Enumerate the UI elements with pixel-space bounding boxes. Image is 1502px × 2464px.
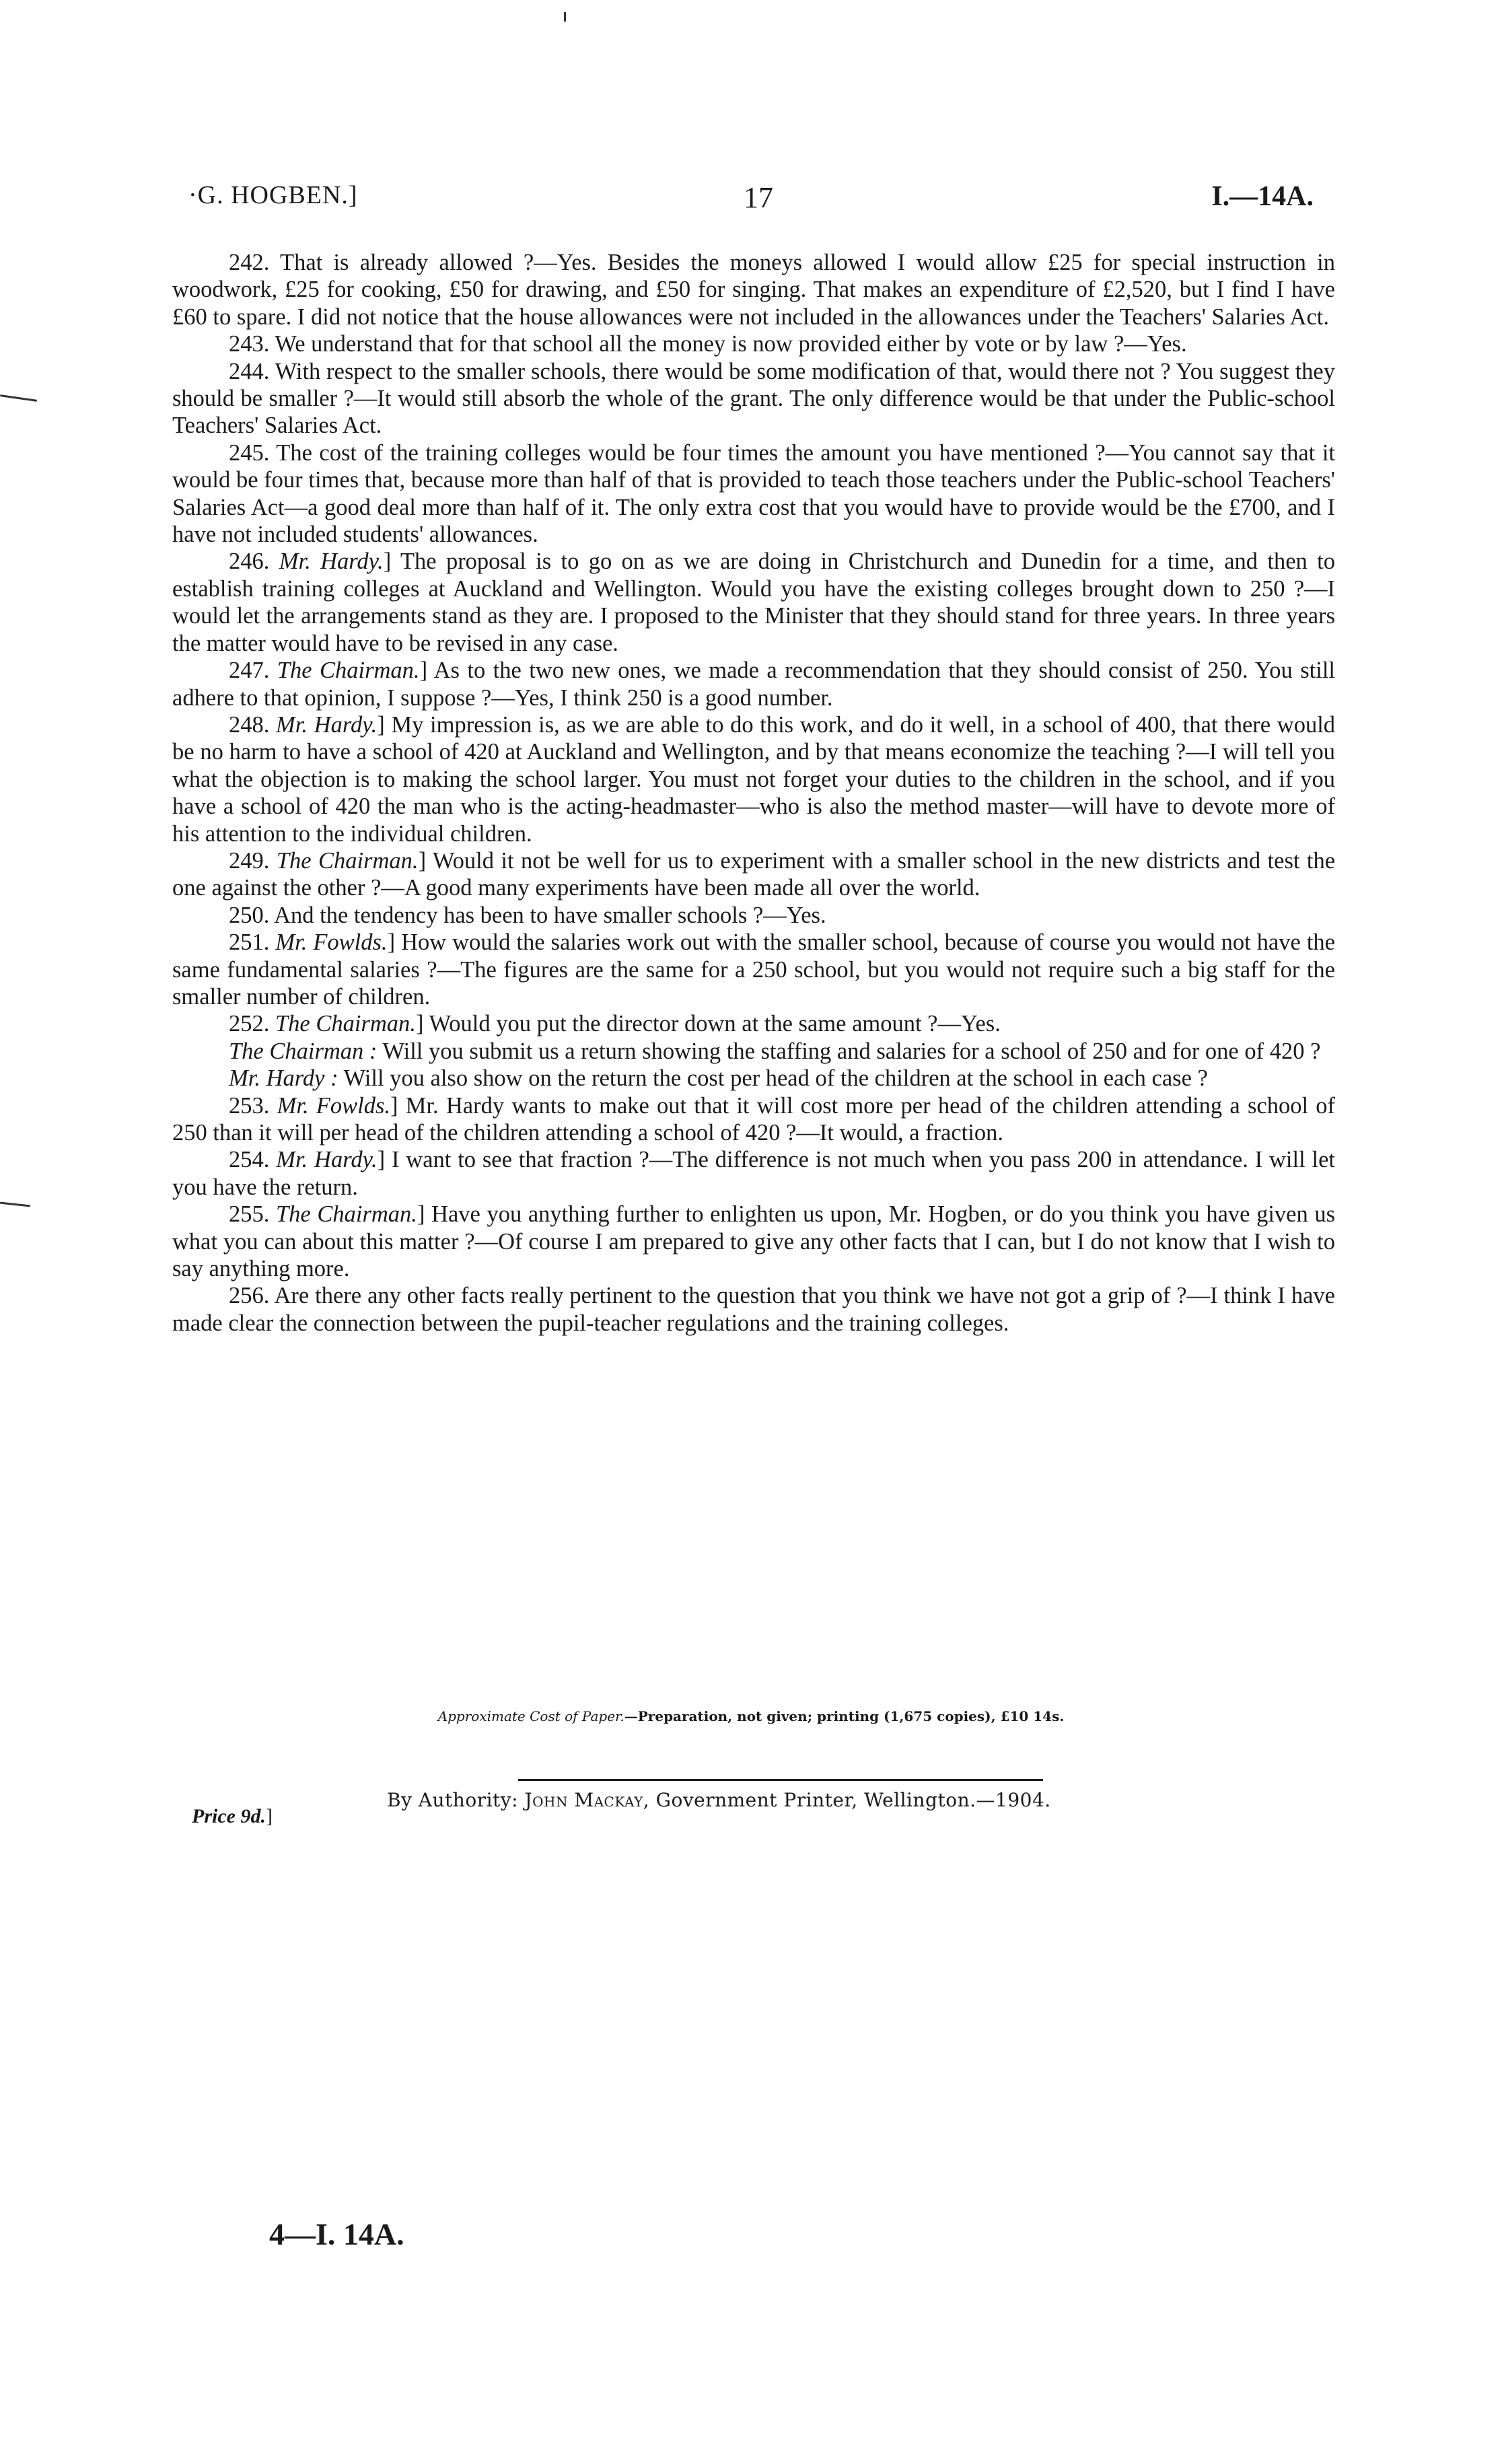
header-witness: ·G. HOGBEN.]: [188, 181, 358, 209]
cost-of-paper-note: [0, 1708, 1502, 1724]
page-number: 17: [744, 181, 773, 214]
speaker-name: Mr. Hardy.: [276, 711, 378, 738]
speaker-name: The Chairman.: [276, 847, 419, 874]
question-number: 247.: [229, 658, 270, 684]
paragraph-text: Are there any other facts really pertinent to the question that you think we have not got a grip of ?—I think I have made clear the connection between the pupil-teacher regulations and the training colleges.: [172, 1283, 1335, 1336]
evidence-paragraph: 248. Mr. Hardy.] My impression is, as we are able to do this work, and do it well, in a school of 400, that there would be no harm to have a school of 420 at Auckland and Wellington, and by that means economize the teaching ?—I will tell you what the objection is to making the school larger. You must not forget your duties to the children in the school, and if you have a school of 420 the man who is the acting-headmaster—who is also the method master—will have to devote more of his attention to the individual children.: [172, 711, 1336, 847]
margin-mark: [564, 12, 566, 22]
paragraph-text: Will you also show on the return the cost per head of the children at the school in each case ?: [343, 1065, 1208, 1092]
paragraph-text: Would it not be well for us to experiment with a smaller school in the new districts and test the one against the other ?—A good many experiments have been made all over the world.: [172, 847, 1336, 901]
evidence-paragraph: [172, 358, 1335, 439]
printer-authority: [387, 1789, 1051, 1811]
question-number: 254.: [229, 1147, 270, 1173]
evidence-paragraph: [172, 1282, 1335, 1337]
authority-prefix: By Authority:: [387, 1789, 525, 1811]
signature-mark: 4—I. 14A.: [269, 2217, 404, 2251]
speaker-name: The Chairman.: [277, 658, 420, 684]
question-number: 243.: [229, 331, 270, 357]
speaker-name: The Chairman :: [229, 1038, 378, 1064]
evidence-body: [172, 249, 1335, 1337]
evidence-paragraph: 253. Mr. Fowlds.] Mr. Hardy wants to make out that it will cost more per head of the children attending a school of 250 than it will per head of the children attending a school of 420 ?—It would, a fraction.: [172, 1092, 1335, 1146]
question-number: 245.: [229, 439, 270, 466]
cost-label: Approximate Cost of Paper.: [437, 1708, 624, 1724]
price-bracket: ]: [265, 1805, 273, 1827]
question-number: 249.: [229, 847, 270, 874]
evidence-paragraph: [172, 439, 1335, 549]
paper-reference: I.—14A.: [1211, 181, 1314, 212]
evidence-paragraph: [172, 330, 1335, 357]
question-number: 256.: [229, 1283, 270, 1309]
paragraph-text: With respect to the smaller schools, there would be some modification of that, would there not ? You suggest they should be smaller ?—It would still absorb the whole of the grant. The only difference would be that under the Public-school Teachers' Salaries Act.: [172, 358, 1335, 439]
paragraph-text: Mr. Hardy wants to make out that it will cost more per head of the children attending a school of 250 than it will per head of the children attending a school of 420 ?—It would, a fraction.: [172, 1092, 1335, 1146]
cost-details: —Preparation, not given; printing (1,675 copies), £10 14s.: [624, 1708, 1065, 1724]
speaker-name: The Chairman.: [275, 1011, 416, 1037]
paragraph-text: Will you submit us a return showing the staffing and salaries for a school of 250 and for one of 420 ?: [382, 1038, 1321, 1064]
speaker-name: Mr. Hardy.: [279, 549, 384, 575]
question-number: 252.: [229, 1011, 270, 1037]
evidence-paragraph: 247. The Chairman.] As to the two new ones, we made a recommendation that they should consist of 250. You still adhere to that opinion, I suppose ?—Yes, I think 250 is a good number.: [172, 658, 1335, 711]
printer-name: John Mackay,: [524, 1789, 650, 1811]
evidence-paragraph: [172, 249, 1335, 330]
paragraph-text: Have you anything further to enlighten us upon, Mr. Hogben, or do you think you have given us what you can about this matter ?—Of course I am prepared to give any other facts that I can, but I do not know that I wish to say anything more.: [172, 1201, 1336, 1282]
price: [192, 1805, 273, 1828]
question-number: 248.: [229, 711, 270, 738]
page-header: [0, 180, 1502, 221]
paragraph-text: That is already allowed ?—Yes. Besides the moneys allowed I would allow £25 for special instruction in woodwork, £25 for cooking, £50 for drawing, and £50 for singing. That makes an expenditure of £2,520, but I find I have £60 to spare. I did not notice that the house allowances were not included in the allowances under the Teachers' Salaries Act.: [172, 250, 1335, 330]
evidence-paragraph: 251. Mr. Fowlds.] How would the salaries work out with the smaller school, because of course you would not have the same fundamental salaries ?—The figures are the same for a 250 school, but you would not require such a big staff for the smaller number of children.: [172, 929, 1335, 1010]
evidence-paragraph: [172, 1065, 1335, 1092]
margin-mark: [0, 394, 37, 402]
evidence-paragraph: [172, 902, 1335, 929]
speaker-name: Mr. Hardy.: [276, 1147, 378, 1173]
price-label: Price 9d.: [192, 1805, 266, 1827]
evidence-paragraph: 246. Mr. Hardy.] The proposal is to go on as we are doing in Christchurch and Dunedin for a time, and then to establish training colleges at Auckland and Wellington. Would you have the existing colleges brought down to 250 ?—I would let the arrangements stand as they are. I proposed to the Minister that they should stand for three years. In three years the matter would have to be revised in any case.: [172, 549, 1336, 656]
authority-rest: Government Printer, Wellington.—1904.: [649, 1789, 1051, 1811]
question-number: 251.: [229, 929, 270, 956]
paragraph-text: The proposal is to go on as we are doing in Christchurch and Dunedin for a time, and then to establish training colleges at Auckland and Wellington. Would you have the existing colleges brought down to 250 ?—I would let the arrangements stand as they are. I proposed to the Minister that they should stand for three years. In three years the matter would have to be revised in any case.: [172, 549, 1336, 656]
question-number: 246.: [229, 549, 270, 575]
question-number: 242.: [229, 250, 270, 275]
evidence-paragraph: 255. The Chairman.] Have you anything further to enlighten us upon, Mr. Hogben, or do you think you have given us what you can about this matter ?—Of course I am prepared to give any other facts that I can, but I do not know that I wish to say anything more.: [172, 1201, 1336, 1282]
speaker-name: Mr. Fowlds.: [277, 1092, 391, 1119]
footer-rule: [518, 1779, 1043, 1781]
margin-mark: [0, 1202, 30, 1207]
paragraph-text: The cost of the training colleges would be four times the amount you have mentioned ?—You cannot say that it would be four times that, because more than half of that is provided to teach those teachers under the Public-school Teachers' Salaries Act—a good deal more than half of it. The only extra cost that you would have to provide would be the £700, and I have not included students' allowances.: [172, 439, 1335, 548]
paragraph-text: Would you put the director down at the same amount ?—Yes.: [429, 1011, 1001, 1037]
evidence-paragraph: 249. The Chairman.] Would it not be well for us to experiment with a smaller school in the new districts and test the one against the other ?—A good many experiments have been made all over the world.: [172, 847, 1336, 901]
paragraph-text: How would the salaries work out with the smaller school, because of course you would not have the same fundamental salaries ?—The figures are the same for a 250 school, but you would not require such a big staff for the smaller number of children.: [172, 929, 1335, 1010]
paragraph-text: My impression is, as we are able to do this work, and do it well, in a school of 400, that there would be no harm to have a school of 420 at Auckland and Wellington, and by that means economize the teaching ?—I will tell you what the objection is to making the school larger. You must not forget your duties to the children in the school, and if you have a school of 420 the man who is the acting-headmaster—who is also the method master—will have to devote more of his attention to the individual children.: [172, 711, 1336, 847]
question-number: 244.: [229, 358, 270, 384]
question-number: 253.: [229, 1092, 270, 1119]
evidence-paragraph: 254. Mr. Hardy.] I want to see that fraction ?—The difference is not much when you pass 200 in attendance. I will let you have the return.: [172, 1147, 1336, 1200]
speaker-name: The Chairman.: [276, 1201, 417, 1228]
question-number: 255.: [229, 1201, 270, 1228]
speaker-name: Mr. Hardy :: [229, 1065, 338, 1092]
paragraph-text: And the tendency has been to have smaller schools ?—Yes.: [274, 902, 826, 928]
paragraph-text: We understand that for that school all the money is now provided either by vote or by law ?—Yes.: [275, 331, 1187, 357]
speaker-name: Mr. Fowlds.: [275, 929, 388, 956]
paragraph-text: I want to see that fraction ?—The difference is not much when you pass 200 in attendance. I will let you have the return.: [172, 1147, 1336, 1200]
paragraph-text: As to the two new ones, we made a recommendation that they should consist of 250. You still adhere to that opinion, I suppose ?—Yes, I think 250 is a good number.: [172, 658, 1335, 711]
evidence-paragraph: 252. The Chairman.] Would you put the director down at the same amount ?—Yes.: [229, 1011, 1001, 1037]
question-number: 250.: [229, 902, 270, 928]
evidence-paragraph: [172, 1038, 1335, 1065]
